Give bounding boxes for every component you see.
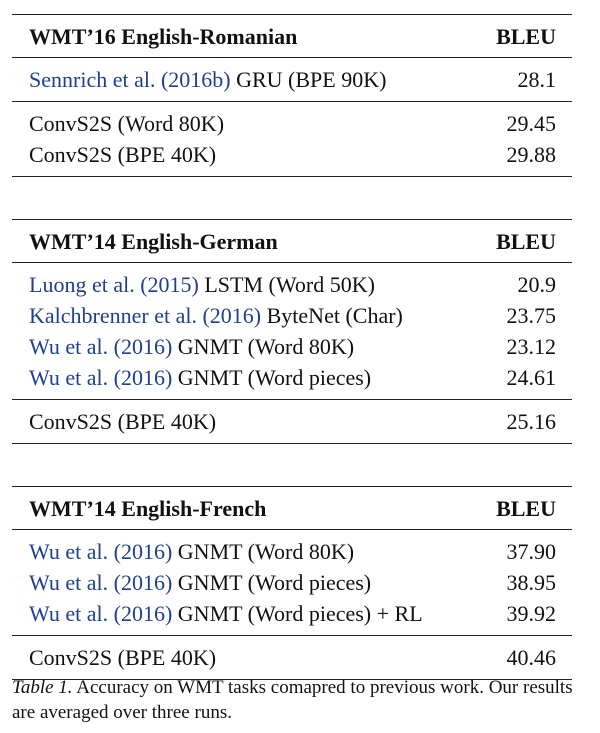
model-cell xyxy=(29,567,371,598)
model-name: GRU (BPE 90K) xyxy=(230,67,387,92)
citation-link[interactable]: Sennrich et al. (2016b) xyxy=(29,67,231,92)
caption-text: Accuracy on WMT tasks comapred to previous work. Our results are averaged over three runs. xyxy=(12,677,573,723)
metric-header: BLEU xyxy=(496,23,556,49)
model-name: GNMT (Word pieces) xyxy=(172,570,372,595)
model-cell xyxy=(29,362,371,393)
bleu-value: 29.88 xyxy=(506,142,556,167)
model-name: LSTM (Word 50K) xyxy=(198,272,375,297)
bleu-value: 28.1 xyxy=(517,67,556,92)
table-title: WMT’14 English-German xyxy=(29,228,278,254)
metric-header: BLEU xyxy=(496,495,556,521)
citation-link[interactable]: Wu et al. (2016) xyxy=(29,365,173,390)
table-header xyxy=(12,15,572,57)
table-row xyxy=(12,598,572,629)
our-rows xyxy=(12,635,572,679)
bleu-value: 25.16 xyxy=(506,409,556,434)
table-row xyxy=(12,362,572,393)
table-row xyxy=(12,331,572,362)
baseline-rows xyxy=(12,529,572,635)
our-rows xyxy=(12,101,572,176)
table-wmt16-en-ro xyxy=(12,14,572,177)
bleu-value: 24.61 xyxy=(506,365,556,390)
citation-link[interactable]: Wu et al. (2016) xyxy=(29,539,173,564)
bleu-value: 39.92 xyxy=(506,601,556,626)
table-title: WMT’14 English-French xyxy=(29,495,267,521)
model-name: ConvS2S (BPE 40K) xyxy=(29,142,217,167)
our-rows xyxy=(12,399,572,443)
model-name: ByteNet (Char) xyxy=(261,303,403,328)
citation-link[interactable]: Wu et al. (2016) xyxy=(29,601,173,626)
citation-link[interactable]: Luong et al. (2015) xyxy=(29,272,199,297)
caption-label: Table 1. xyxy=(12,677,73,698)
table-wmt14-en-fr xyxy=(12,486,572,680)
model-name: GNMT (Word pieces) + RL xyxy=(172,601,423,626)
table-row xyxy=(12,108,572,139)
table-row xyxy=(12,269,572,300)
baseline-rows xyxy=(12,262,572,399)
metric-header: BLEU xyxy=(496,228,556,254)
table-title: WMT’16 English-Romanian xyxy=(29,23,298,49)
model-name: GNMT (Word pieces) xyxy=(172,365,372,390)
model-cell xyxy=(29,269,375,300)
model-name: GNMT (Word 80K) xyxy=(172,539,355,564)
table-header xyxy=(12,220,572,262)
model-name: ConvS2S (BPE 40K) xyxy=(29,409,217,434)
bleu-value: 37.90 xyxy=(506,539,556,564)
citation-link[interactable]: Wu et al. (2016) xyxy=(29,334,173,359)
model-cell xyxy=(29,536,354,567)
table-row xyxy=(12,406,572,437)
model-cell xyxy=(29,331,354,362)
table-row xyxy=(12,300,572,331)
model-name: GNMT (Word 80K) xyxy=(172,334,355,359)
model-cell xyxy=(29,598,423,629)
bleu-value: 23.12 xyxy=(506,334,556,359)
table-row xyxy=(12,567,572,598)
table-row xyxy=(12,536,572,567)
table-caption xyxy=(12,675,582,725)
bleu-value: 23.75 xyxy=(506,303,556,328)
citation-link[interactable]: Kalchbrenner et al. (2016) xyxy=(29,303,262,328)
bleu-value: 20.9 xyxy=(517,272,556,297)
model-cell xyxy=(29,64,386,95)
baseline-rows xyxy=(12,57,572,101)
model-name: ConvS2S (Word 80K) xyxy=(29,111,225,136)
bleu-value: 29.45 xyxy=(506,111,556,136)
table-row xyxy=(12,64,572,95)
table-header xyxy=(12,487,572,529)
table-row xyxy=(12,642,572,673)
model-name: ConvS2S (BPE 40K) xyxy=(29,645,217,670)
bleu-value: 40.46 xyxy=(506,645,556,670)
results-tables xyxy=(12,14,572,722)
table-row xyxy=(12,139,572,170)
citation-link[interactable]: Wu et al. (2016) xyxy=(29,570,173,595)
table-wmt14-en-de xyxy=(12,219,572,444)
model-cell xyxy=(29,300,403,331)
bleu-value: 38.95 xyxy=(506,570,556,595)
